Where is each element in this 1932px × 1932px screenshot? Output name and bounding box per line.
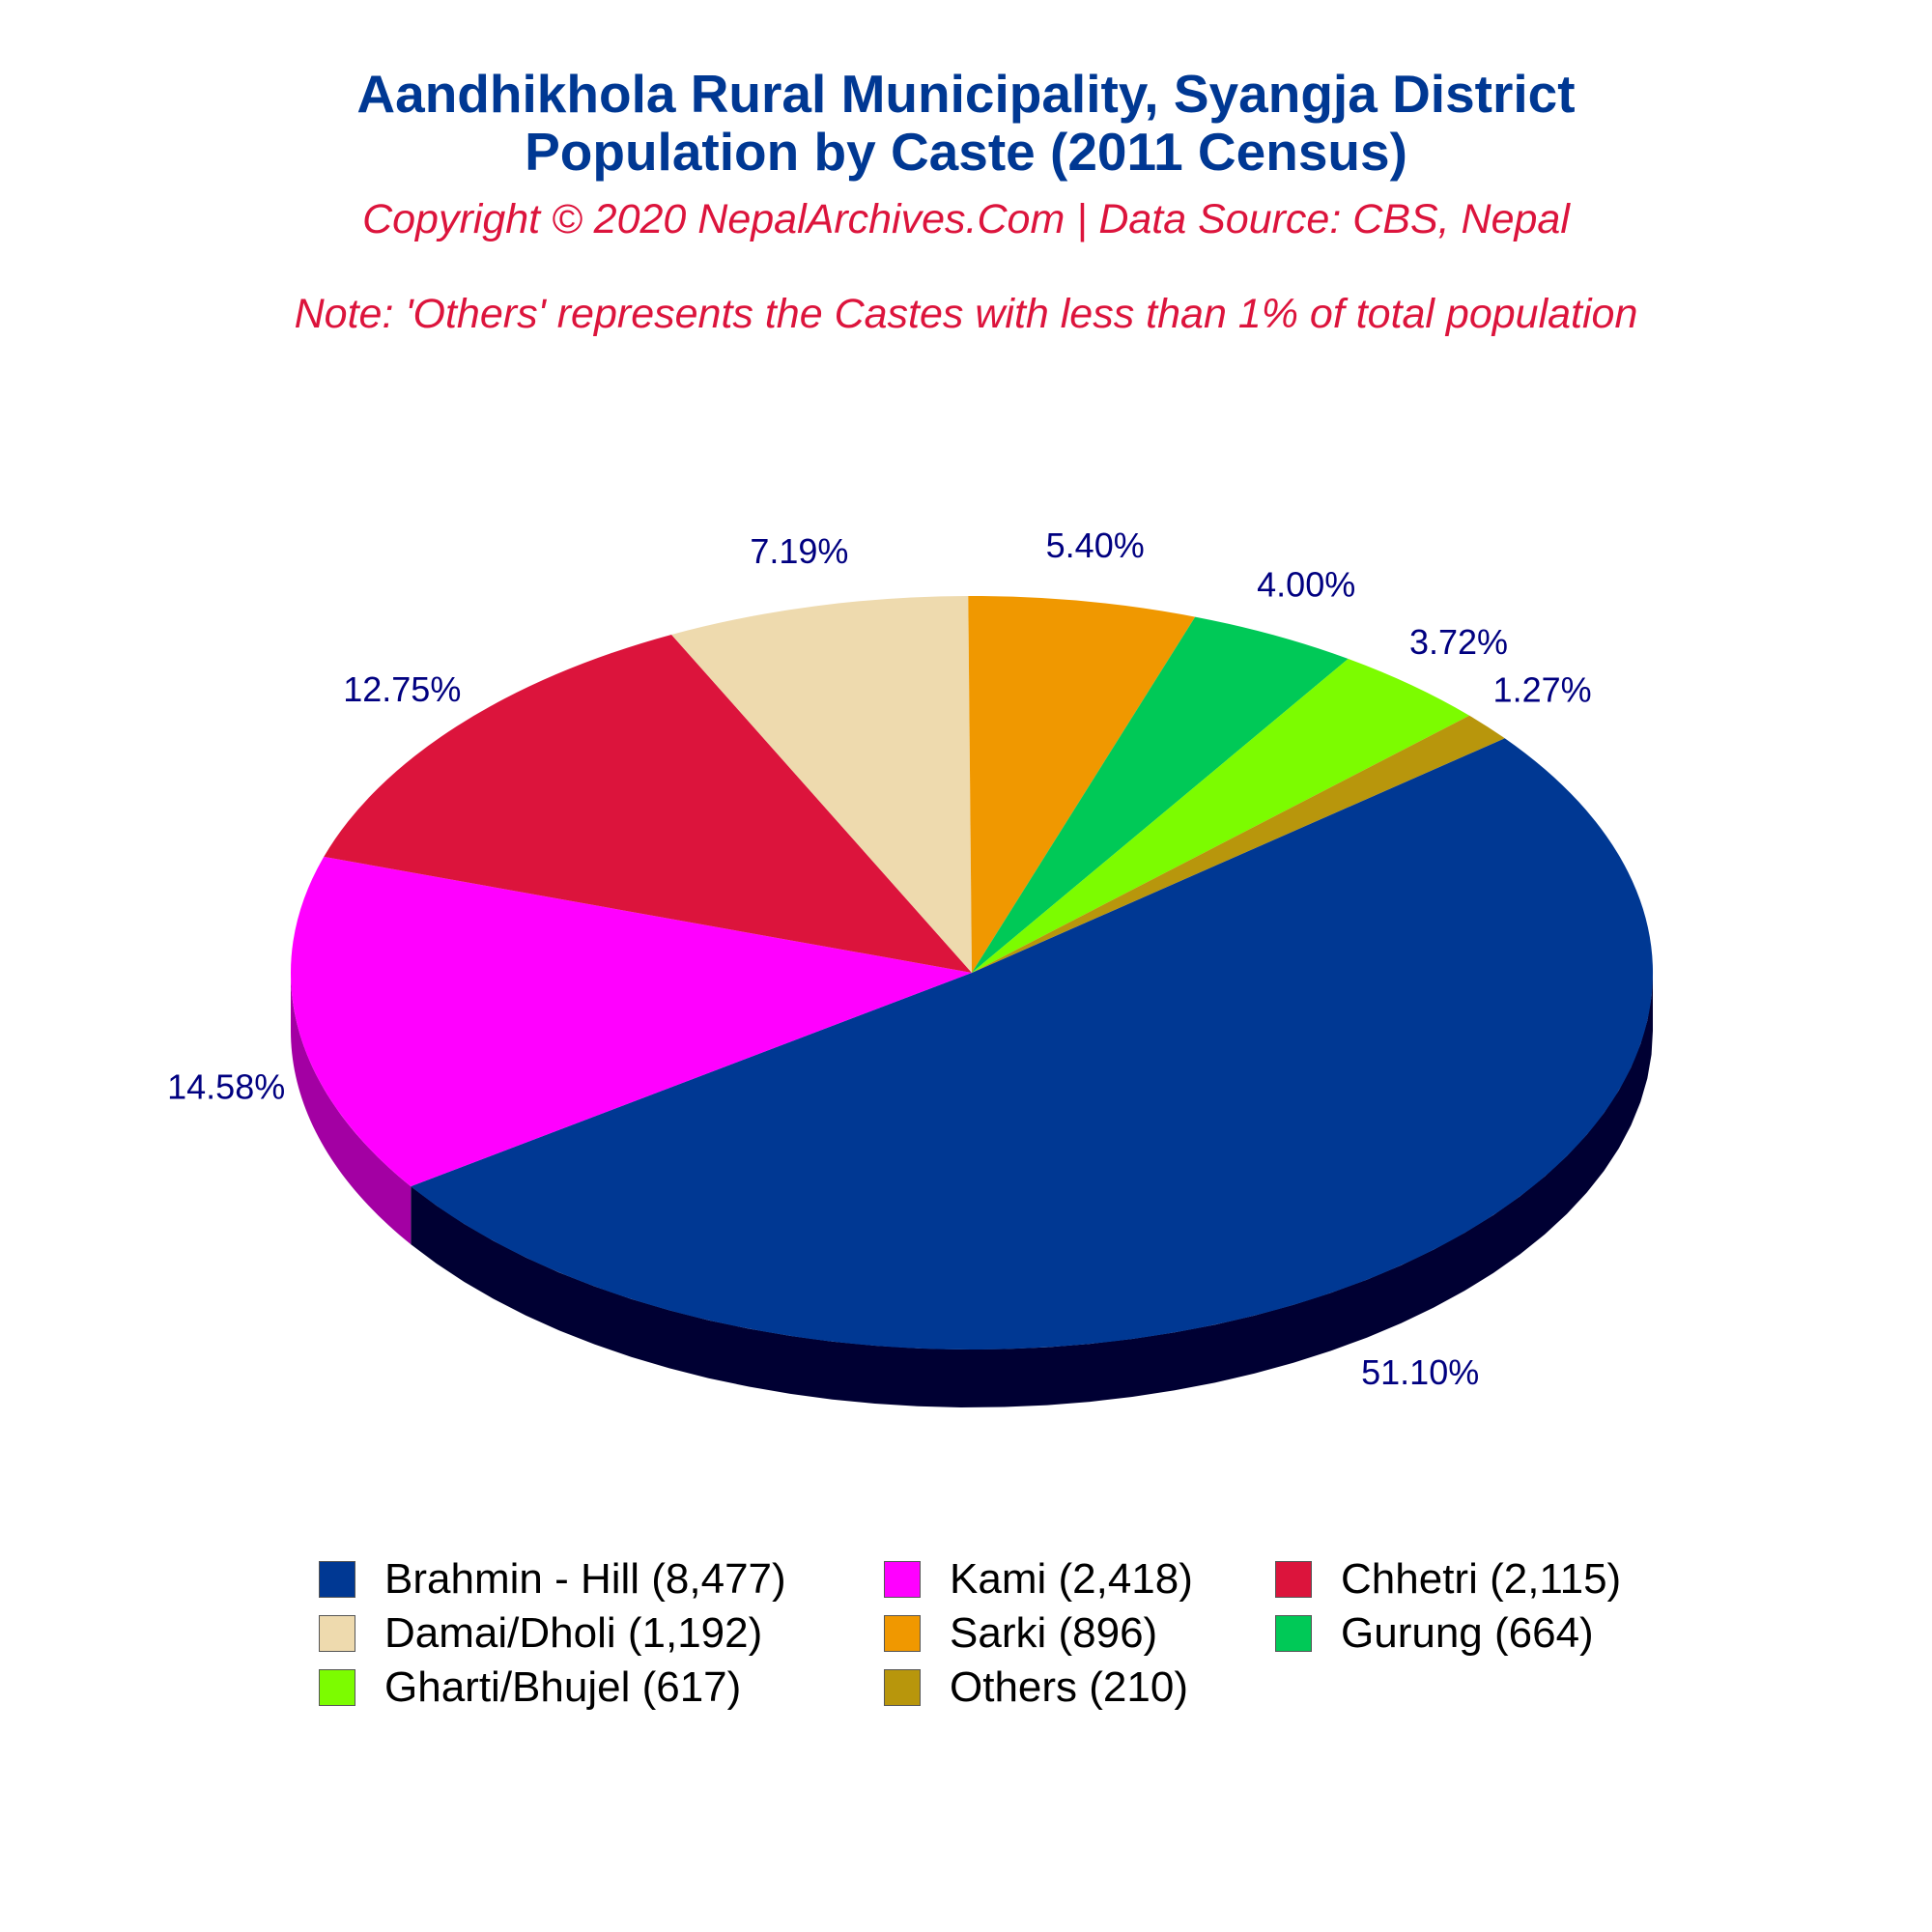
- legend-item-chhetri: [1275, 1555, 1621, 1604]
- legend-item-damai-dholi: [319, 1609, 762, 1658]
- slice-label-gharti-bhujel: 3.72%: [1408, 622, 1509, 663]
- legend-swatch: [319, 1615, 355, 1652]
- slice-label-gurung: 4.00%: [1257, 564, 1356, 605]
- chart-subtitle: Population by Caste (2011 Census): [525, 122, 1407, 182]
- chart-title: Aandhikhola Rural Municipality, Syangja District: [356, 64, 1576, 124]
- legend-label: Kami (2,418): [950, 1555, 1193, 1603]
- legend-swatch: [1275, 1615, 1312, 1652]
- slice-label-sarki: 5.40%: [1045, 526, 1145, 565]
- legend-item-others: [884, 1663, 1188, 1712]
- slice-label-others: 1.27%: [1492, 669, 1592, 710]
- slice-label-chhetri: 12.75%: [343, 668, 462, 709]
- copyright-note: Copyright © 2020 NepalArchives.Com | Data Source: CBS, Nepal: [362, 196, 1570, 242]
- legend-item-gharti-bhujel: [319, 1663, 741, 1712]
- slice-label-kami: 14.58%: [167, 1066, 286, 1107]
- legend-swatch: [884, 1669, 921, 1706]
- legend-label: Others (210): [950, 1663, 1188, 1711]
- legend-label: Sarki (896): [950, 1609, 1158, 1657]
- legend-label: Chhetri (2,115): [1341, 1555, 1622, 1603]
- legend-item-kami: [884, 1555, 1193, 1604]
- legend-label: Damai/Dholi (1,192): [384, 1609, 763, 1657]
- legend-swatch: [1275, 1561, 1312, 1598]
- legend-item-brahmin-hill: [319, 1555, 786, 1604]
- legend-label: Gurung (664): [1341, 1609, 1594, 1657]
- legend-swatch: [884, 1615, 921, 1652]
- legend-label: Brahmin - Hill (8,477): [384, 1555, 786, 1603]
- slice-label-brahmin-hill: 51.10%: [1361, 1352, 1480, 1392]
- others-note: Note: 'Others' represents the Castes with less than 1% of total population: [294, 291, 1638, 337]
- legend-swatch: [319, 1561, 355, 1598]
- legend-item-sarki: [884, 1609, 1157, 1658]
- legend-item-gurung: [1275, 1609, 1594, 1658]
- legend-swatch: [319, 1669, 355, 1706]
- slice-label-damai-dholi: 7.19%: [750, 530, 849, 571]
- legend-swatch: [884, 1561, 921, 1598]
- legend-label: Gharti/Bhujel (617): [384, 1663, 742, 1711]
